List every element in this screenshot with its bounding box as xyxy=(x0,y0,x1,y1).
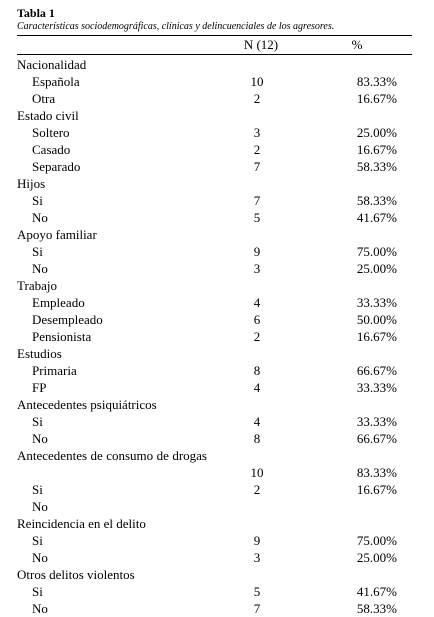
row-label: Si xyxy=(32,584,43,599)
row-percent: 75.00% xyxy=(356,533,397,548)
table-category-row xyxy=(17,175,412,192)
row-percent: 33.33% xyxy=(356,414,397,429)
row-label: Estado civil xyxy=(17,108,79,123)
row-percent: 41.67% xyxy=(356,584,397,599)
row-count: 8 xyxy=(253,363,261,378)
row-count: 2 xyxy=(253,91,261,106)
row-percent: 66.67% xyxy=(356,431,397,446)
row-label: Otra xyxy=(32,91,56,106)
column-header-n: N (12) xyxy=(243,37,279,52)
table-category-row xyxy=(17,396,412,413)
row-label: Empleado xyxy=(32,295,85,310)
row-label: No xyxy=(32,550,48,565)
table-category-row xyxy=(17,107,412,124)
row-label: Estudios xyxy=(17,346,62,361)
row-count: 4 xyxy=(253,414,261,429)
table-row xyxy=(17,209,412,226)
table-row xyxy=(17,430,412,447)
table-row xyxy=(17,90,412,107)
row-label: No xyxy=(32,210,48,225)
table-row xyxy=(17,311,412,328)
row-label: Otros delitos violentos xyxy=(17,567,135,582)
row-count: 3 xyxy=(253,125,261,140)
row-label: No xyxy=(32,601,48,616)
table-row xyxy=(17,124,412,141)
row-count: 9 xyxy=(253,533,261,548)
row-percent: 58.33% xyxy=(356,159,397,174)
row-percent: 16.67% xyxy=(356,329,397,344)
row-label: Pensionista xyxy=(32,329,92,344)
row-count: 4 xyxy=(253,295,261,310)
table-row xyxy=(17,192,412,209)
table-category-row xyxy=(17,277,412,294)
row-label: Antecedentes psiquiátricos xyxy=(17,397,157,412)
table-row xyxy=(17,243,412,260)
table-header-row xyxy=(17,37,412,53)
row-count: 3 xyxy=(253,261,261,276)
row-percent: 16.67% xyxy=(356,142,397,157)
table-row xyxy=(17,498,412,515)
table-category-row xyxy=(17,566,412,583)
row-count: 7 xyxy=(253,159,261,174)
row-count: 2 xyxy=(253,142,261,157)
table-row xyxy=(17,141,412,158)
table-row xyxy=(17,73,412,90)
table-row xyxy=(17,328,412,345)
row-percent: 25.00% xyxy=(356,261,397,276)
row-label: Nacionalidad xyxy=(17,57,87,72)
table-row xyxy=(17,260,412,277)
row-percent: 25.00% xyxy=(356,550,397,565)
row-percent: 83.33% xyxy=(356,74,397,89)
row-label: Soltero xyxy=(32,125,70,140)
row-label: Si xyxy=(32,414,43,429)
table-category-row xyxy=(17,56,412,73)
row-percent: 33.33% xyxy=(356,380,397,395)
row-label: Si xyxy=(32,193,43,208)
table-row xyxy=(17,379,412,396)
row-percent: 33.33% xyxy=(356,295,397,310)
table-row xyxy=(17,583,412,600)
row-label: Si xyxy=(32,533,43,548)
table-caption: Características sociodemográficas, clínicas y delincuenciales de los agresores. xyxy=(17,21,335,32)
row-count: 8 xyxy=(253,431,261,446)
row-percent: 83.33% xyxy=(356,465,397,480)
row-label: Trabajo xyxy=(17,278,57,293)
table-row xyxy=(17,413,412,430)
row-label: Primaria xyxy=(32,363,77,378)
row-label: No xyxy=(32,499,48,514)
row-label: Antecedentes de consumo de drogas xyxy=(17,448,207,463)
row-label: Apoyo familiar xyxy=(17,227,97,242)
table-category-row xyxy=(17,447,412,481)
table-title: Tabla 1 xyxy=(17,6,55,20)
table-header-rule xyxy=(17,54,412,55)
row-percent: 58.33% xyxy=(356,601,397,616)
row-label: Casado xyxy=(32,142,71,157)
row-count: 7 xyxy=(253,601,261,616)
row-count: 10 xyxy=(250,74,264,89)
row-count: 5 xyxy=(253,584,261,599)
table-row xyxy=(17,481,412,498)
row-label: Española xyxy=(32,74,80,89)
row-percent: 25.00% xyxy=(356,125,397,140)
row-count: 9 xyxy=(253,244,261,259)
row-count: 4 xyxy=(253,380,261,395)
row-label: Desempleado xyxy=(32,312,103,327)
row-count: 6 xyxy=(253,312,261,327)
row-label: Separado xyxy=(32,159,81,174)
row-percent: 75.00% xyxy=(356,244,397,259)
row-label: No xyxy=(32,261,48,276)
table-category-row xyxy=(17,345,412,362)
row-count: 2 xyxy=(253,329,261,344)
table-row xyxy=(17,600,412,617)
table-row xyxy=(17,294,412,311)
row-label: FP xyxy=(32,380,47,395)
table-row xyxy=(17,549,412,566)
row-percent: 16.67% xyxy=(356,482,397,497)
table-row xyxy=(17,158,412,175)
row-label: Si xyxy=(32,482,43,497)
table-row xyxy=(17,362,412,379)
table-category-row xyxy=(17,515,412,532)
table-category-row xyxy=(17,226,412,243)
row-count: 2 xyxy=(253,482,261,497)
row-percent: 66.67% xyxy=(356,363,397,378)
row-percent: 50.00% xyxy=(356,312,397,327)
table-body xyxy=(17,56,412,617)
row-count: 7 xyxy=(253,193,261,208)
row-count: 3 xyxy=(253,550,261,565)
row-count: 10 xyxy=(250,465,264,480)
row-percent: 16.67% xyxy=(356,91,397,106)
column-header-percent: % xyxy=(351,37,363,52)
row-count: 5 xyxy=(253,210,261,225)
row-percent: 41.67% xyxy=(356,210,397,225)
row-label: No xyxy=(32,431,48,446)
row-label: Reincidencia en el delito xyxy=(17,516,146,531)
table-top-rule xyxy=(17,35,412,36)
row-percent: 58.33% xyxy=(356,193,397,208)
table-row xyxy=(17,532,412,549)
row-label: Si xyxy=(32,244,43,259)
row-label: Hijos xyxy=(17,176,46,191)
